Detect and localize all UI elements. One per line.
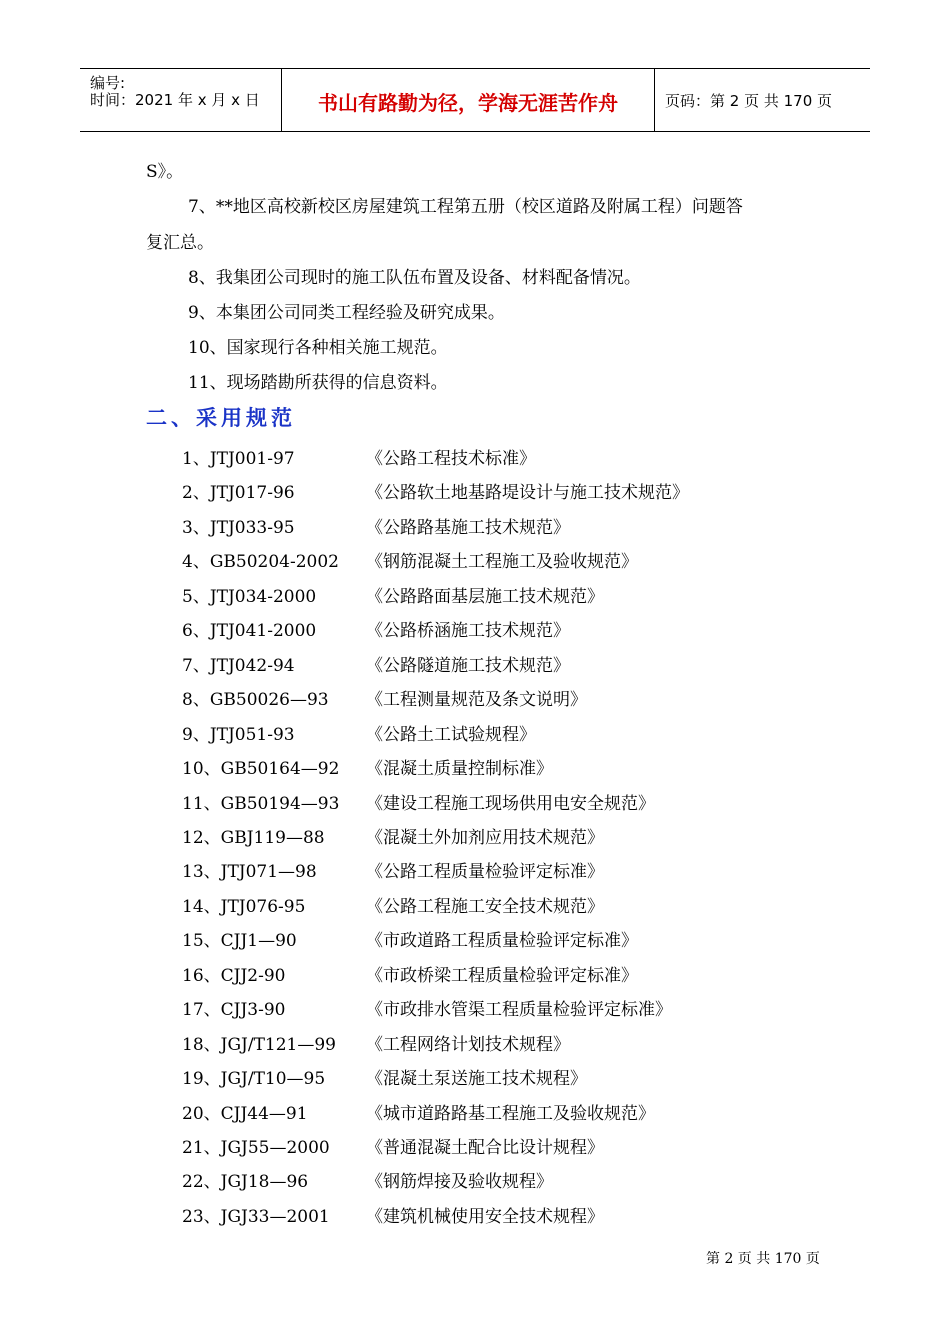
time-label: 时间：2021 年 x 月 x 日 — [90, 91, 260, 109]
standard-code: 6、JTJ041-2000 — [182, 621, 317, 641]
standard-name: 《建设工程施工现场供用电安全规范》 — [366, 794, 655, 814]
standard-code: 1、JTJ001-97 — [182, 449, 295, 469]
standard-code: 17、CJJ3-90 — [182, 1000, 286, 1020]
body-line: 10、国家现行各种相关施工规范。 — [188, 338, 448, 358]
standard-code: 3、JTJ033-95 — [182, 518, 295, 538]
standard-name: 《公路软土地基路堤设计与施工技术规范》 — [366, 483, 689, 503]
header-page-info: 页码：第 2 页 共 170 页 — [665, 92, 833, 110]
standard-name: 《工程测量规范及条文说明》 — [366, 690, 587, 710]
standard-code: 14、JTJ076-95 — [182, 897, 306, 917]
body-line: 复汇总。 — [146, 233, 214, 253]
header-right-cell — [655, 69, 870, 131]
standard-name: 《公路工程技术标准》 — [366, 449, 536, 469]
section-heading: 二、采用规范 — [146, 405, 296, 430]
page-header — [80, 68, 870, 132]
header-motto-cell — [282, 69, 655, 131]
standard-code: 2、JTJ017-96 — [182, 483, 295, 503]
standard-code: 9、JTJ051-93 — [182, 725, 295, 745]
standard-code: 18、JGJ/T121—99 — [182, 1035, 336, 1055]
standard-name: 《城市道路路基工程施工及验收规范》 — [366, 1104, 655, 1124]
standard-name: 《公路工程质量检验评定标准》 — [366, 862, 604, 882]
standard-name: 《钢筋混凝土工程施工及验收规范》 — [366, 552, 638, 572]
body-line: 11、现场踏勘所获得的信息资料。 — [188, 373, 448, 393]
standard-name: 《公路路面基层施工技术规范》 — [366, 587, 604, 607]
standard-name: 《普通混凝土配合比设计规程》 — [366, 1138, 604, 1158]
body-line: 7、**地区高校新校区房屋建筑工程第五册（校区道路及附属工程）问题答 — [188, 197, 743, 217]
standard-code: 16、CJJ2-90 — [182, 966, 286, 986]
standard-name: 《公路工程施工安全技术规范》 — [366, 897, 604, 917]
standard-name: 《钢筋焊接及验收规程》 — [366, 1172, 553, 1192]
standard-code: 20、CJJ44—91 — [182, 1104, 308, 1124]
body-line: 9、本集团公司同类工程经验及研究成果。 — [188, 303, 505, 323]
standard-code: 19、JGJ/T10—95 — [182, 1069, 326, 1089]
standard-code: 8、GB50026—93 — [182, 690, 329, 710]
header-left-cell — [80, 69, 282, 131]
standard-code: 23、JGJ33—2001 — [182, 1207, 330, 1227]
standard-name: 《市政道路工程质量检验评定标准》 — [366, 931, 638, 951]
body-line: S》。 — [146, 162, 184, 182]
standard-code: 5、JTJ034-2000 — [182, 587, 317, 607]
standard-name: 《混凝土质量控制标准》 — [366, 759, 553, 779]
motto: 书山有路勤为径，学海无涯苦作舟 — [318, 91, 618, 115]
standard-name: 《建筑机械使用安全技术规程》 — [366, 1207, 604, 1227]
standard-name: 《市政桥梁工程质量检验评定标准》 — [366, 966, 638, 986]
standard-name: 《公路路基施工技术规范》 — [366, 518, 570, 538]
standard-name: 《混凝土外加剂应用技术规范》 — [366, 828, 604, 848]
standard-name: 《市政排水管渠工程质量检验评定标准》 — [366, 1000, 672, 1020]
standard-name: 《混凝土泵送施工技术规程》 — [366, 1069, 587, 1089]
standard-name: 《公路土工试验规程》 — [366, 725, 536, 745]
standard-code: 22、JGJ18—96 — [182, 1172, 309, 1192]
standard-code: 13、JTJ071—98 — [182, 862, 317, 882]
standard-code: 10、GB50164—92 — [182, 759, 340, 779]
standard-code: 15、CJJ1—90 — [182, 931, 297, 951]
body-line: 8、我集团公司现时的施工队伍布置及设备、材料配备情况。 — [188, 268, 641, 288]
standard-code: 11、GB50194—93 — [182, 794, 340, 814]
standard-code: 4、GB50204-2002 — [182, 552, 339, 572]
standard-name: 《公路桥涵施工技术规范》 — [366, 621, 570, 641]
standard-name: 《公路隧道施工技术规范》 — [366, 656, 570, 676]
number-label: 编号: — [90, 74, 126, 92]
standard-name: 《工程网络计划技术规程》 — [366, 1035, 570, 1055]
page-footer: 第 2 页 共 170 页 — [706, 1251, 820, 1267]
standard-code: 12、GBJ119—88 — [182, 828, 325, 848]
standard-code: 7、JTJ042-94 — [182, 656, 295, 676]
standard-code: 21、JGJ55—2000 — [182, 1138, 330, 1158]
